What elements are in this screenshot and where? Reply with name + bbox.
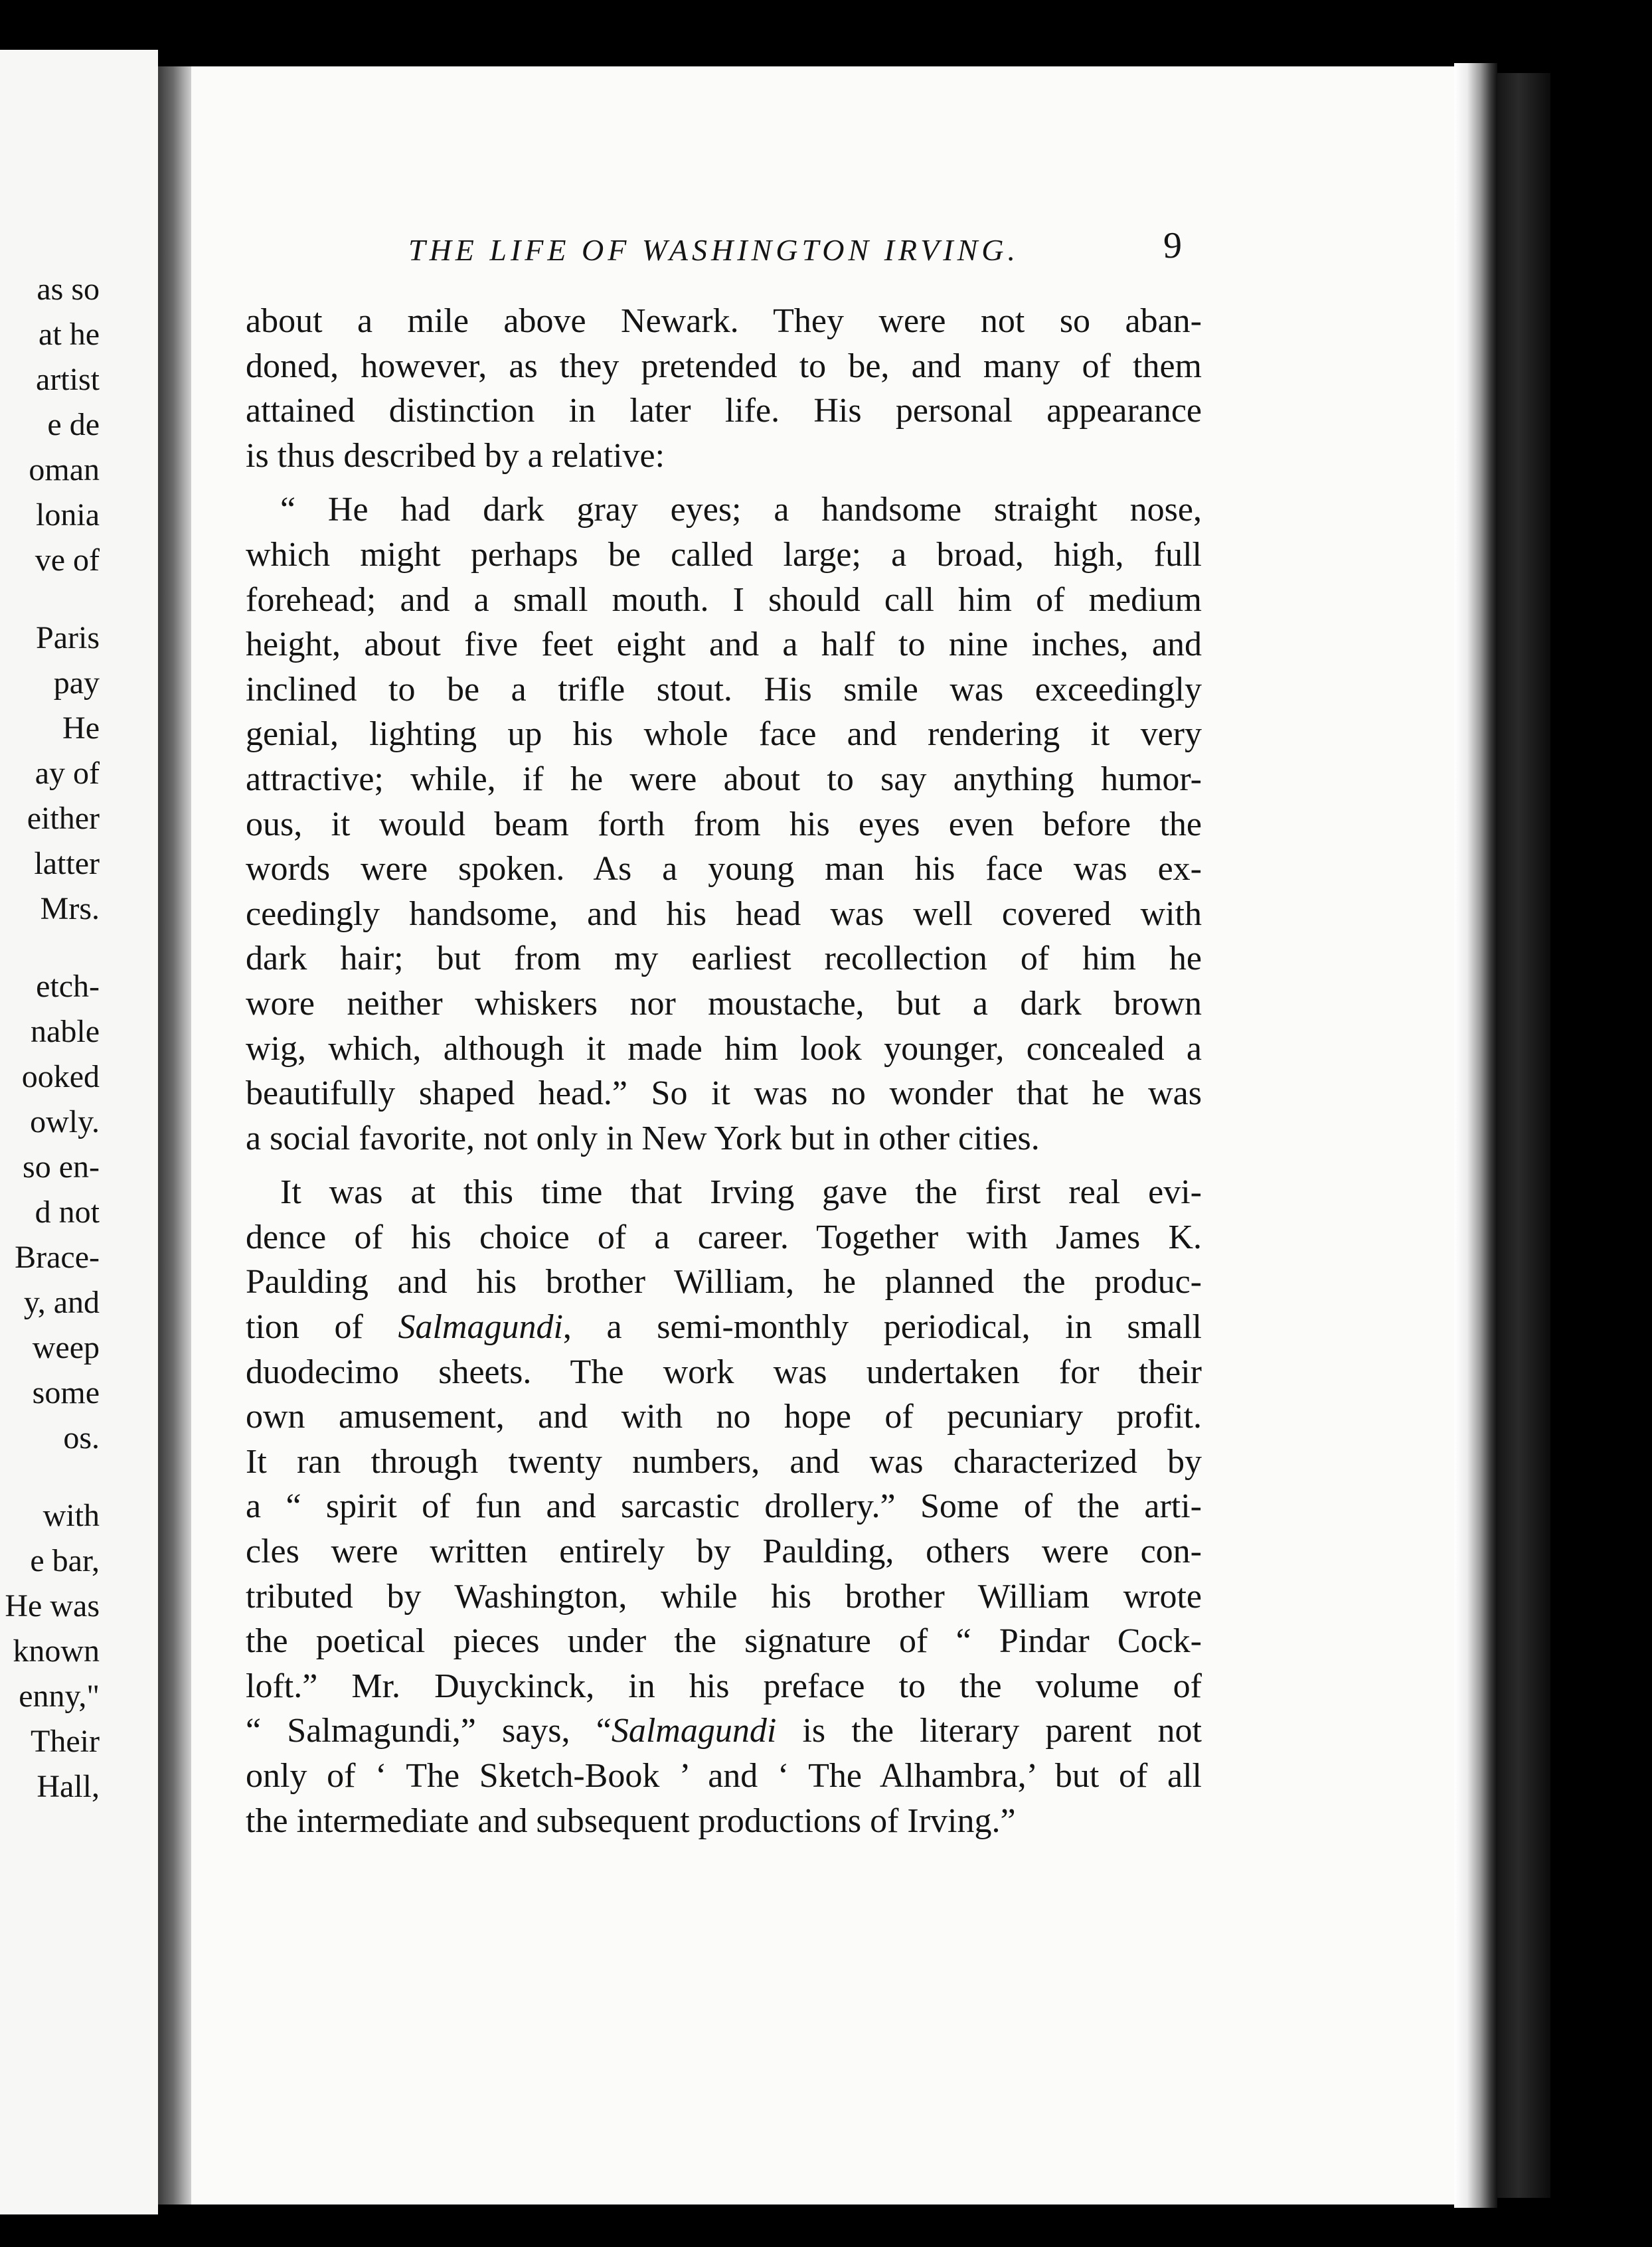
text-line: genial, lighting up his whole face and rendering it very — [246, 715, 1202, 754]
text-line: which might perhaps be called large; a broad, high, full — [246, 535, 1202, 574]
facing-page-text: as so — [37, 272, 100, 307]
body-text — [246, 299, 1202, 1843]
text-line: ceedingly handsome, and his head was well covered with — [246, 894, 1202, 933]
italic-title: Salmagundi — [611, 1712, 777, 1750]
text-line: It was at this time that Irving gave the first real evi- — [280, 1173, 1202, 1212]
text-line: about a mile above Newark. They were not so aban- — [246, 302, 1202, 340]
facing-page-text: weep — [32, 1330, 100, 1365]
facing-page-text: Brace- — [15, 1240, 100, 1275]
facing-page-text: known — [13, 1633, 100, 1669]
facing-page-text: at he — [39, 317, 100, 352]
text-line: forehead; and a small mouth. I should call him of medium — [246, 580, 1202, 619]
text-line: duodecimo sheets. The work was undertaken for their — [246, 1353, 1202, 1391]
facing-page-text: Hall, — [37, 1769, 100, 1804]
facing-page-text: artist — [36, 362, 100, 397]
text-line: tributed by Washington, while his brother William wrote — [246, 1577, 1202, 1616]
facing-page-text: pay — [53, 665, 100, 701]
text-line: It ran through twenty numbers, and was characterized by — [246, 1442, 1202, 1481]
facing-page-text: oman — [29, 452, 100, 487]
facing-page-text: with — [42, 1498, 100, 1533]
facing-page-text: nable — [31, 1014, 100, 1049]
text-line: inclined to be a trifle stout. His smile was exceedingly — [246, 670, 1202, 708]
text-line: words were spoken. As a young man his face was ex- — [246, 850, 1202, 888]
text-line: attained distinction in later life. His personal appearance — [246, 392, 1202, 430]
facing-page-text: He — [62, 710, 100, 746]
facing-page-text: etch- — [36, 969, 100, 1004]
facing-page-text: Mrs. — [40, 891, 100, 926]
text-line: doned, however, as they pretended to be, and many of them — [246, 347, 1202, 385]
facing-page-text: enny," — [19, 1679, 100, 1714]
facing-page-text: ooked — [21, 1059, 100, 1094]
text-line — [246, 1708, 1202, 1754]
text-line: attractive; while, if he were about to say anything humor- — [246, 760, 1202, 798]
facing-page-text: He was — [5, 1588, 100, 1623]
facing-page-text: some — [32, 1375, 100, 1410]
text-line: dence of his choice of a career. Together with James K. — [246, 1218, 1202, 1256]
text-line: ous, it would beam forth from his eyes even before the — [246, 805, 1202, 843]
text-line: “ He had dark gray eyes; a handsome straight nose, — [280, 491, 1202, 529]
facing-page-text: owly. — [30, 1104, 100, 1139]
page-edge — [1454, 63, 1497, 2208]
facing-page-text: ay of — [35, 756, 100, 791]
text-line: cles were written entirely by Paulding, others were con- — [246, 1533, 1202, 1571]
text-run: tion of — [246, 1308, 398, 1347]
text-line — [246, 1305, 1202, 1350]
text-line: the intermediate and subsequent productions of Irving.” — [246, 1801, 1016, 1840]
text-line: the poetical pieces under the signature of “ Pindar Cock- — [246, 1622, 1202, 1661]
paragraph-1 — [246, 299, 1202, 478]
text-run: , a semi-monthly periodical, in small — [562, 1308, 1202, 1347]
facing-page-text: d not — [35, 1195, 100, 1230]
facing-page-text: os. — [63, 1420, 100, 1456]
text-line: dark hair; but from my earliest recollection of him he — [246, 940, 1202, 978]
facing-page-text: Paris — [36, 620, 100, 655]
paragraph-3 — [246, 1170, 1202, 1843]
text-line: is thus described by a relative: — [246, 436, 665, 475]
text-line: wore neither whiskers nor moustache, but a dark brown — [246, 984, 1202, 1023]
facing-page-text: latter — [34, 846, 100, 881]
text-line: height, about five feet eight and a half to nine inches, and — [246, 625, 1202, 664]
facing-page-text: ve of — [35, 542, 100, 578]
text-line: Paulding and his brother William, he planned the produc- — [246, 1263, 1202, 1301]
facing-page-text: either — [27, 801, 100, 836]
text-line: loft.” Mr. Duyckinck, in his preface to the volume of — [246, 1667, 1202, 1705]
facing-page-text: lonia — [36, 497, 100, 533]
text-line: wig, which, although it made him look younger, concealed a — [246, 1029, 1202, 1068]
running-head: THE LIFE OF WASHINGTON IRVING. — [408, 233, 1020, 267]
italic-title: Salmagundi — [398, 1308, 563, 1347]
facing-page-text: e de — [47, 407, 100, 442]
facing-page-text: so en- — [23, 1149, 100, 1185]
text-line: a “ spirit of fun and sarcastic drollery.” Some of the arti- — [246, 1487, 1202, 1526]
text-run: “ Salmagundi,” says, “ — [246, 1712, 612, 1750]
facing-page-text: Their — [31, 1724, 100, 1759]
text-run: is the literary parent not — [776, 1712, 1202, 1750]
book-gutter — [158, 66, 191, 2205]
quotation-paragraph — [246, 487, 1202, 1161]
facing-page-text: e bar, — [30, 1543, 100, 1578]
text-line: a social favorite, not only in New York but in other cities. — [246, 1119, 1040, 1157]
text-line: beautifully shaped head.” So it was no wonder that he was — [246, 1074, 1202, 1113]
book-cover-edge — [1497, 73, 1550, 2198]
text-line: only of ‘ The Sketch-Book ’ and ‘ The Alhambra,’ but of all — [246, 1757, 1202, 1795]
facing-page-fragment — [0, 50, 158, 2214]
text-line: own amusement, and with no hope of pecuniary profit. — [246, 1398, 1202, 1436]
page-number: 9 — [1163, 225, 1182, 266]
facing-page-text: y, and — [23, 1285, 100, 1320]
